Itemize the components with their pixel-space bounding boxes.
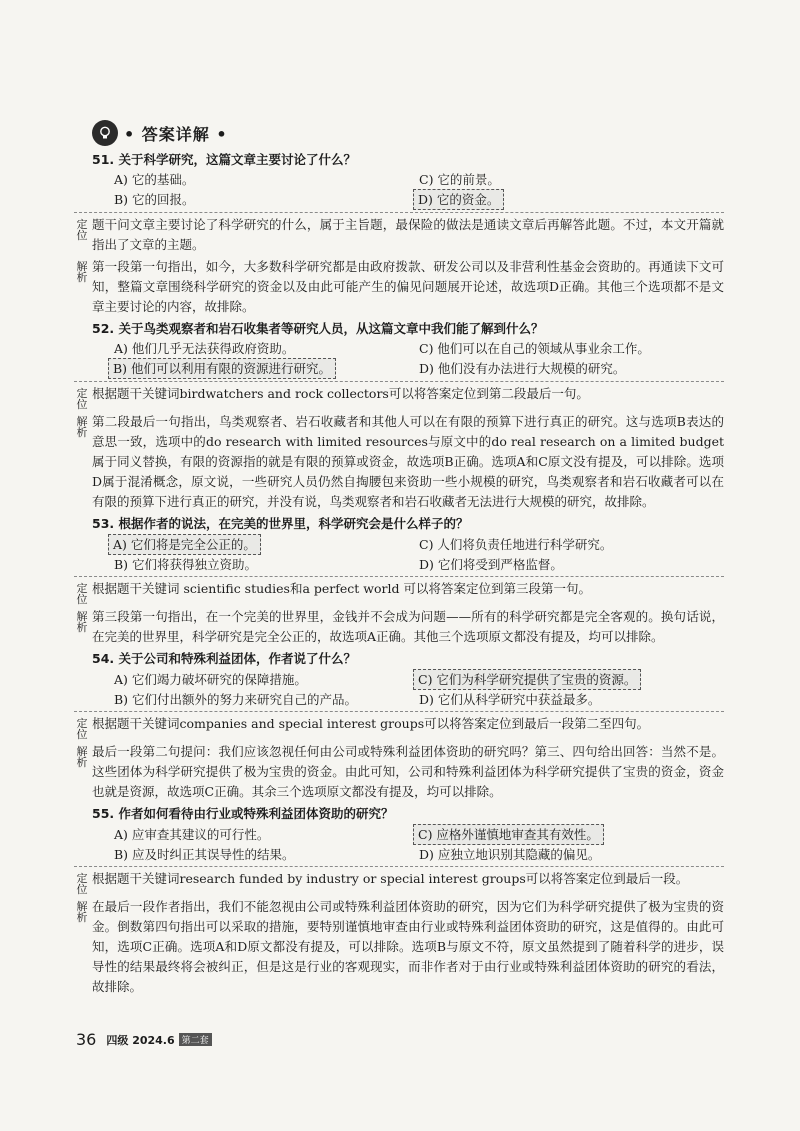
analysis-text: 第三段第一句指出，在一个完美的世界里，金钱并不会成为问题——所有的科学研究都是完全客观的。换句话说，在完美的世界里，科学研究是完全公正的，故选项A正确。其他三个选项原文都没有提及，均可以排除。 [92, 609, 724, 644]
analysis-text: 最后一段第二句提问：我们应该忽视任何由公司或特殊利益团体资助的研究吗？第三、四句给出回答：当然不是。这些团体为科学研究提供了极为宝贵的资金。由此可知，公司和特殊利益团体为科学研究提供了宝贵的资金，资金也就是资源，故选项C正确。其余三个选项原文都没有提及，均可以排除。 [92, 744, 724, 799]
option-a-correct: A) 它们将是完全公正的。 [114, 534, 419, 555]
analysis-block [76, 742, 724, 802]
question-title: 51. 关于科学研究，这篇文章主要讨论了什么？ [92, 152, 356, 167]
question-55 [76, 804, 724, 997]
analysis-tag: 解析 [76, 900, 88, 924]
locate-tag: 定位 [76, 218, 88, 242]
locate-block [76, 579, 724, 606]
section-header [92, 120, 724, 146]
analysis-tag: 解析 [76, 610, 88, 634]
locate-tag: 定位 [76, 717, 88, 741]
set-label: 第二套 [179, 1033, 212, 1046]
option-c-correct: C) 应格外谨慎地审查其有效性。 [419, 824, 724, 845]
analysis-block [76, 897, 724, 997]
question-title: 54. 关于公司和特殊利益团体，作者说了什么？ [92, 651, 356, 666]
analysis-block [76, 607, 724, 647]
option-b: B) 它们将获得独立资助。 [114, 557, 258, 572]
analysis-text: 第二段最后一句指出，鸟类观察者、岩石收藏者和其他人可以在有限的预算下进行真正的研究。这与选项B表达的意思一致，选项中的do research with limited resources与原文中的do real research on a limited budget属于同义替换，有限的资源指的就是有限的预算或资金，故选项B正确。选项A和C原文没有提及，可以排除。选项D属于混淆概念，原文说，一些研究人员仍然自掏腰包来资助一些小规模的研究，鸟类观察者和岩石收藏者可以在有限的预算下进行真正的研究，并没有说，鸟类观察者和岩石收藏者无法进行大规模的研究，故排除。 [92, 414, 724, 509]
locate-text: 根据题干关键词research funded by industry or special interest groups可以将答案定位到最后一段。 [92, 871, 689, 886]
option-c: C) 他们可以在自己的领域从事业余工作。 [419, 341, 650, 356]
option-d: D) 他们没有办法进行大规模的研究。 [419, 361, 626, 376]
question-title: 55. 作者如何看待由行业或特殊利益团体资助的研究？ [92, 806, 394, 821]
option-a: A) 它的基础。 [114, 172, 195, 187]
divider [74, 576, 724, 577]
locate-tag: 定位 [76, 387, 88, 411]
page-footer [76, 1030, 212, 1049]
option-d: D) 它们将受到严格监督。 [419, 557, 563, 572]
option-c-correct: C) 它们为科学研究提供了宝贵的资源。 [419, 669, 724, 690]
option-b: B) 它的回报。 [114, 192, 195, 207]
locate-text: 题干问文章主要讨论了科学研究的什么，属于主旨题，最保险的做法是通读文章后再解答此题。不过，本文开篇就指出了文章的主题。 [92, 217, 724, 252]
divider [74, 212, 724, 213]
option-b-correct: B) 他们可以利用有限的资源进行研究。 [114, 358, 419, 379]
option-d: D) 它们从科学研究中获益最多。 [419, 692, 601, 707]
divider [74, 711, 724, 712]
analysis-tag: 解析 [76, 745, 88, 769]
locate-text: 根据题干关键词companies and special interest groups可以将答案定位到最后一段第二至四句。 [92, 716, 650, 731]
question-52 [76, 319, 724, 512]
question-51 [76, 150, 724, 317]
option-c: C) 人们将负责任地进行科学研究。 [419, 537, 613, 552]
options [92, 170, 724, 210]
divider [74, 866, 724, 867]
locate-block [76, 384, 724, 411]
question-title: 53. 根据作者的说法，在完美的世界里，科学研究会是什么样子的？ [92, 516, 469, 531]
question-54 [76, 649, 724, 802]
options [92, 339, 724, 379]
page-number: 36 [76, 1030, 97, 1049]
option-d-correct: D) 它的资金。 [419, 189, 724, 210]
analysis-tag: 解析 [76, 260, 88, 284]
option-a: A) 它们竭力破坏研究的保障措施。 [114, 672, 307, 687]
answer-page [76, 120, 724, 997]
analysis-block [76, 412, 724, 512]
analysis-tag: 解析 [76, 415, 88, 439]
analysis-text: 第一段第一句指出，如今，大多数科学研究都是由政府拨款、研发公司以及非营利性基金会资助的。再通读下文可知，整篇文章围绕科学研究的资金以及由此可能产生的偏见问题展开论述，故选项D正确。其他三个选项都不是文章主要讨论的内容，故排除。 [92, 259, 724, 314]
locate-text: 根据题干关键词 scientific studies和a perfect world 可以将答案定位到第三段第一句。 [92, 581, 591, 596]
question-title: 52. 关于鸟类观察者和岩石收集者等研究人员，从这篇文章中我们能了解到什么？ [92, 321, 544, 336]
divider [74, 381, 724, 382]
options [92, 669, 724, 709]
locate-tag: 定位 [76, 582, 88, 606]
issue-label: 四级 2024.6 [106, 1033, 175, 1047]
lightbulb-icon [92, 120, 118, 146]
locate-text: 根据题干关键词birdwatchers and rock collectors可以将答案定位到第二段最后一句。 [92, 386, 589, 401]
analysis-block [76, 257, 724, 317]
option-c: C) 它的前景。 [419, 172, 500, 187]
question-53 [76, 514, 724, 647]
analysis-text: 在最后一段作者指出，我们不能忽视由公司或特殊利益团体资助的研究，因为它们为科学研究提供了极为宝贵的资金。倒数第四句指出可以采取的措施，要特别谨慎地审查由行业或特殊利益团体资助的研究，这是值得的。由此可知，选项C正确。选项A和D原文都没有提及，可以排除。选项B与原文不符，原文虽然提到了随着科学的进步，误导性的结果最终将会被纠正，但是这是行业的客观现实，而非作者对于由行业或特殊利益团体资助的研究的看法，故排除。 [92, 899, 724, 994]
option-a: A) 应审查其建议的可行性。 [114, 827, 270, 842]
section-title: • 答案详解 • [124, 124, 228, 144]
locate-block [76, 215, 724, 255]
locate-block [76, 714, 724, 741]
options [92, 534, 724, 574]
option-d: D) 应独立地识别其隐藏的偏见。 [419, 847, 601, 862]
option-a: A) 他们几乎无法获得政府资助。 [114, 341, 295, 356]
locate-block [76, 869, 724, 896]
options [92, 824, 724, 864]
option-b: B) 它们付出额外的努力来研究自己的产品。 [114, 692, 358, 707]
option-b: B) 应及时纠正其误导性的结果。 [114, 847, 295, 862]
locate-tag: 定位 [76, 872, 88, 896]
